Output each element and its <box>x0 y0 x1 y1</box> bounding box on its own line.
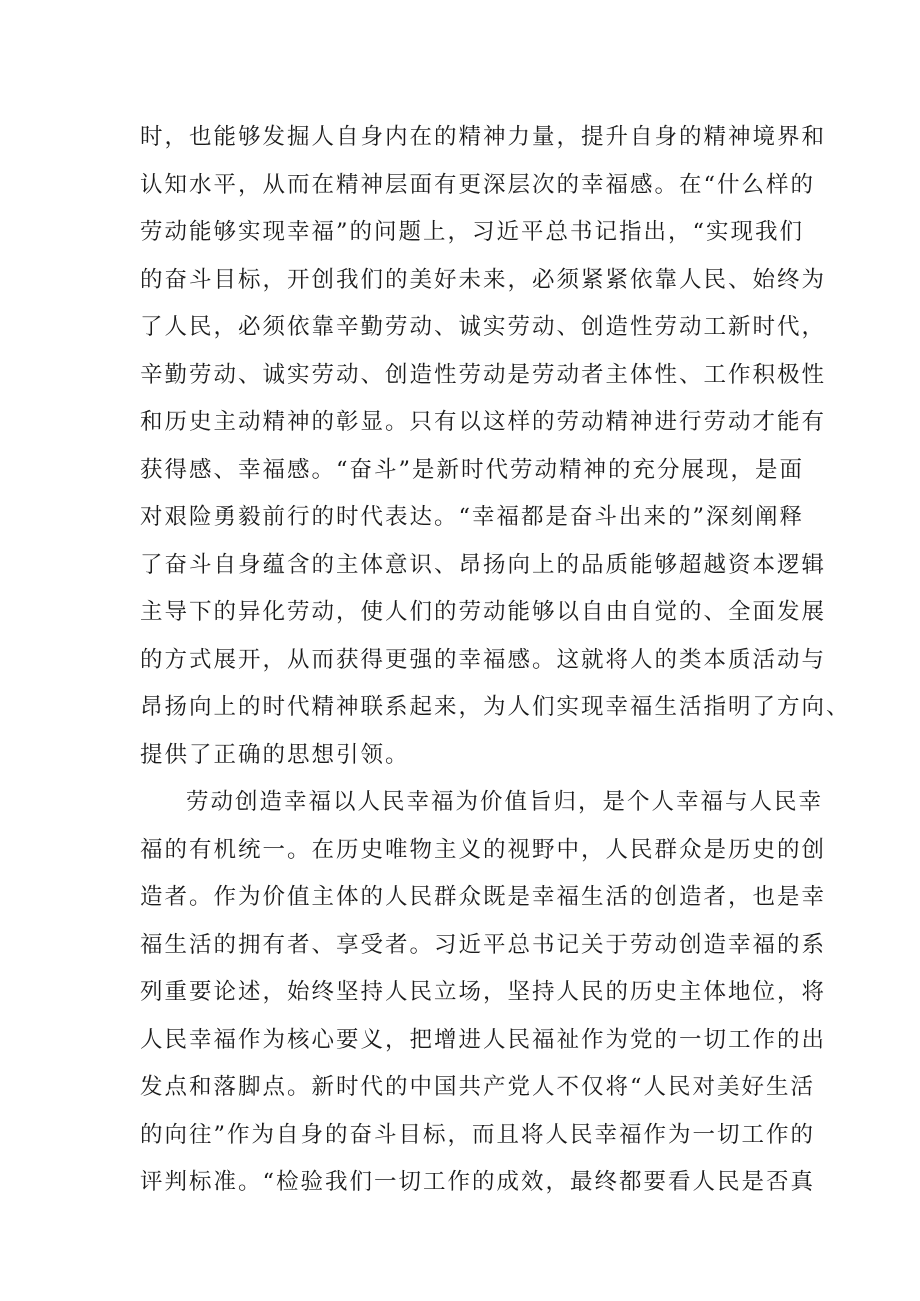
text-line: 的向往”作为自身的奋斗目标，而且将人民幸福作为一切工作的 <box>140 1121 816 1148</box>
document-body <box>140 114 851 1207</box>
paragraph-1 <box>140 114 851 779</box>
text-line: 昂扬向上的时代精神联系起来，为人们实现幸福生活指明了方向、 <box>140 694 851 720</box>
text-line: 认知水平，从而在精神层面有更深层次的幸福感。在“什么样的 <box>140 171 816 198</box>
text-line: 的奋斗目标，开创我们的美好未来，必须紧紧依靠人民、始终为 <box>140 266 827 293</box>
text-line: 人民幸福作为核心要义，把增进人民福祉作为党的一切工作的出 <box>140 1026 827 1053</box>
text-line: 辛勤劳动、诚实劳动、创造性劳动是劳动者主体性、工作积极性 <box>140 361 827 388</box>
text-line: 主导下的异化劳动，使人们的劳动能够以自由自觉的、全面发展 <box>140 599 827 625</box>
text-line: 和历史主动精神的彰显。只有以这样的劳动精神进行劳动才能有 <box>140 409 827 435</box>
text-line: 造者。作为价值主体的人民群众既是幸福生活的创造者，也是幸 <box>140 884 827 910</box>
text-line: 获得感、幸福感。“奋斗”是新时代劳动精神的充分展现，是面 <box>140 456 805 483</box>
text-line: 提供了正确的思想引领。 <box>140 741 410 768</box>
text-line: 了奋斗自身蕴含的主体意识、昂扬向上的品质能够超越资本逻辑 <box>140 551 827 578</box>
text-line: 的方式展开，从而获得更强的幸福感。这就将人的类本质活动与 <box>140 646 827 673</box>
text-line: 对艰险勇毅前行的时代表达。“幸福都是奋斗出来的”深刻阐释 <box>140 504 805 530</box>
text-line: 时，也能够发掘人自身内在的精神力量，提升自身的精神境界和 <box>140 124 827 150</box>
text-line: 福的有机统一。在历史唯物主义的视野中，人民群众是历史的创 <box>140 836 827 863</box>
text-line: 劳动能够实现幸福”的问题上，习近平总书记指出，“实现我们 <box>140 219 805 245</box>
text-line: 了人民，必须依靠辛勤劳动、诚实劳动、创造性劳动工新时代， <box>140 314 827 340</box>
text-line: 发点和落脚点。新时代的中国共产党人不仅将“人民对美好生活 <box>140 1074 816 1100</box>
text-line: 评判标准。“检验我们一切工作的成效，最终都要看人民是否真 <box>140 1169 816 1195</box>
text-line: 列重要论述，始终坚持人民立场，坚持人民的历史主体地位，将 <box>140 979 827 1005</box>
text-line: 劳动创造幸福以人民幸福为价值旨归，是个人幸福与人民幸 <box>186 789 824 815</box>
paragraph-2 <box>140 779 827 1207</box>
text-line: 福生活的拥有者、享受者。习近平总书记关于劳动创造幸福的系 <box>140 931 827 958</box>
